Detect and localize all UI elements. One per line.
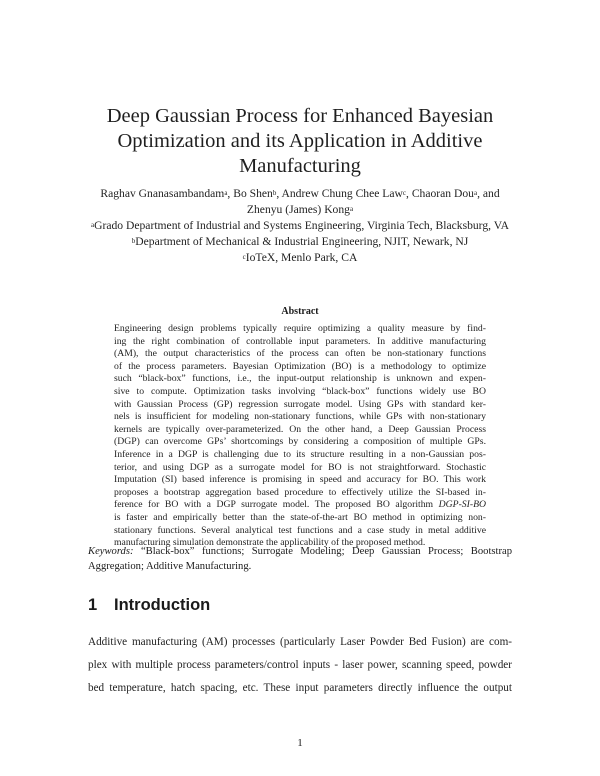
author-name: Chaoran Dou <box>411 187 474 200</box>
affiliation-mark: b <box>131 237 136 245</box>
affiliation-mark: a <box>224 189 228 197</box>
author-name: Bo Shen <box>233 187 273 200</box>
abstract-heading: Abstract <box>281 306 319 317</box>
abstract-line: (DGP) can overcome GPs’ shortcomings by considering a composition of multiple GPs. <box>114 436 486 448</box>
body-line: bed temperature, hatch spacing, etc. These input parameters directly influence the output <box>88 682 512 695</box>
author-name: Andrew Chung Chee Law <box>281 187 403 200</box>
affiliation-mark: b <box>272 189 277 197</box>
abstract-line: Inference in a DGP is challenging due to its structure resulting in a non-Gaussian pos- <box>114 448 486 460</box>
affiliation-mark: a <box>349 205 354 213</box>
author-name: Zhenyu (James) Kong <box>246 203 350 216</box>
author-tail: , and <box>477 187 500 200</box>
abstract-line: such “black-box” functions, i.e., the input-output relationship is unknown and expen- <box>114 373 486 385</box>
author-line <box>60 202 540 218</box>
abstract-line: Engineering design problems typically require optimizing a quality measure by find- <box>114 323 486 334</box>
abstract-line: proposes a bootstrap aggregation based procedure to effectively utilize the SI-based in- <box>114 486 486 498</box>
body-line: Additive manufacturing (AM) processes (particularly Laser Powder Bed Fusion) are com- <box>88 636 512 648</box>
abstract-line: manufacturing simulation demonstrate the applicability of the proposed method. <box>114 537 426 549</box>
keywords-label: Keywords: <box>88 546 134 557</box>
title-line: Deep Gaussian Process for Enhanced Bayesian <box>106 105 494 127</box>
keywords-line: Keywords: “Black-box” functions; Surrogate Modeling; Deep Gaussian Process; Bootstrap <box>88 546 512 557</box>
abstract-line: ference for BO with a DGP surrogate model. The proposed BO algorithm DGP-SI-BO <box>114 499 487 511</box>
title-line: Optimization and its Application in Additive <box>117 130 483 152</box>
abstract-line: Imputation (SI) based inference is promising in speed and accuracy for BO. This work <box>114 474 486 486</box>
section-title: Introduction <box>114 596 211 614</box>
algorithm-name: DGP-SI-BO <box>438 499 487 511</box>
abstract-line: sive to compute. Optimization tasks involving “black-box” functions widely use BO <box>114 385 486 397</box>
affiliation-mark: c <box>242 253 246 261</box>
author-name: Raghav Gnanasambandam <box>100 187 225 200</box>
affiliation-mark: c <box>402 189 407 197</box>
section-number: 1 <box>88 596 98 614</box>
keywords-line: Aggregation; Additive Manufacturing. <box>88 560 252 572</box>
abstract-line: terior, and using DGP as a surrogate model for BO is not straightforward. Stochastic <box>114 461 486 473</box>
paper-title <box>60 104 540 179</box>
affiliation-mark: a <box>91 221 95 229</box>
abstract-line: nels is insufficient for modeling non-stationary functions, while GPs with non-stationary <box>114 411 486 423</box>
abstract-line: ing the right combination of controllable input parameters. In additive manufacturing <box>114 335 486 347</box>
abstract-line: stationary functions. Several analytical test functions and a case study in metal additive <box>114 524 486 536</box>
page-number: 1 <box>297 737 303 749</box>
affiliation: $^a$Grado Department of Industrial and Systems Engineering, Virginia Tech, Blacksburg, VA <box>91 219 509 232</box>
affiliation-mark: a <box>473 189 478 197</box>
title-line: Manufacturing <box>239 155 361 177</box>
author-line: Raghav Gnanasambandam$^a$, Bo Shen$^b$, Andrew Chung Chee Law$^c$, Chaoran Dou$^a$, and <box>100 187 500 200</box>
abstract-text <box>114 323 486 550</box>
abstract-line: kernels are typically over-parameterized. On the other hand, a Deep Gaussian Process <box>114 423 486 435</box>
abstract-line: of the process parameters. Bayesian Optimization (BO) is a methodology to optimize <box>114 360 486 372</box>
section-heading <box>88 596 210 615</box>
body-text <box>88 631 512 701</box>
abstract-line: is faster and empirically better than the state-of-the-art BO method in optimizing non- <box>114 511 486 523</box>
keywords <box>88 545 512 574</box>
body-line: plex with multiple process parameters/control inputs - laser power, scanning speed, powder <box>88 659 512 672</box>
abstract-line: with Gaussian Process (GP) regression surrogate model. Using GPs with standard ker- <box>114 398 486 410</box>
affiliation: $^c$IoTeX, Menlo Park, CA <box>242 251 358 264</box>
author-block <box>60 186 540 266</box>
affiliation: $^b$Department of Mechanical & Industrial Engineering, NJIT, Newark, NJ <box>131 235 469 248</box>
abstract-line: (AM), the output characteristics of the process can often be non-stationary functions <box>114 348 486 360</box>
